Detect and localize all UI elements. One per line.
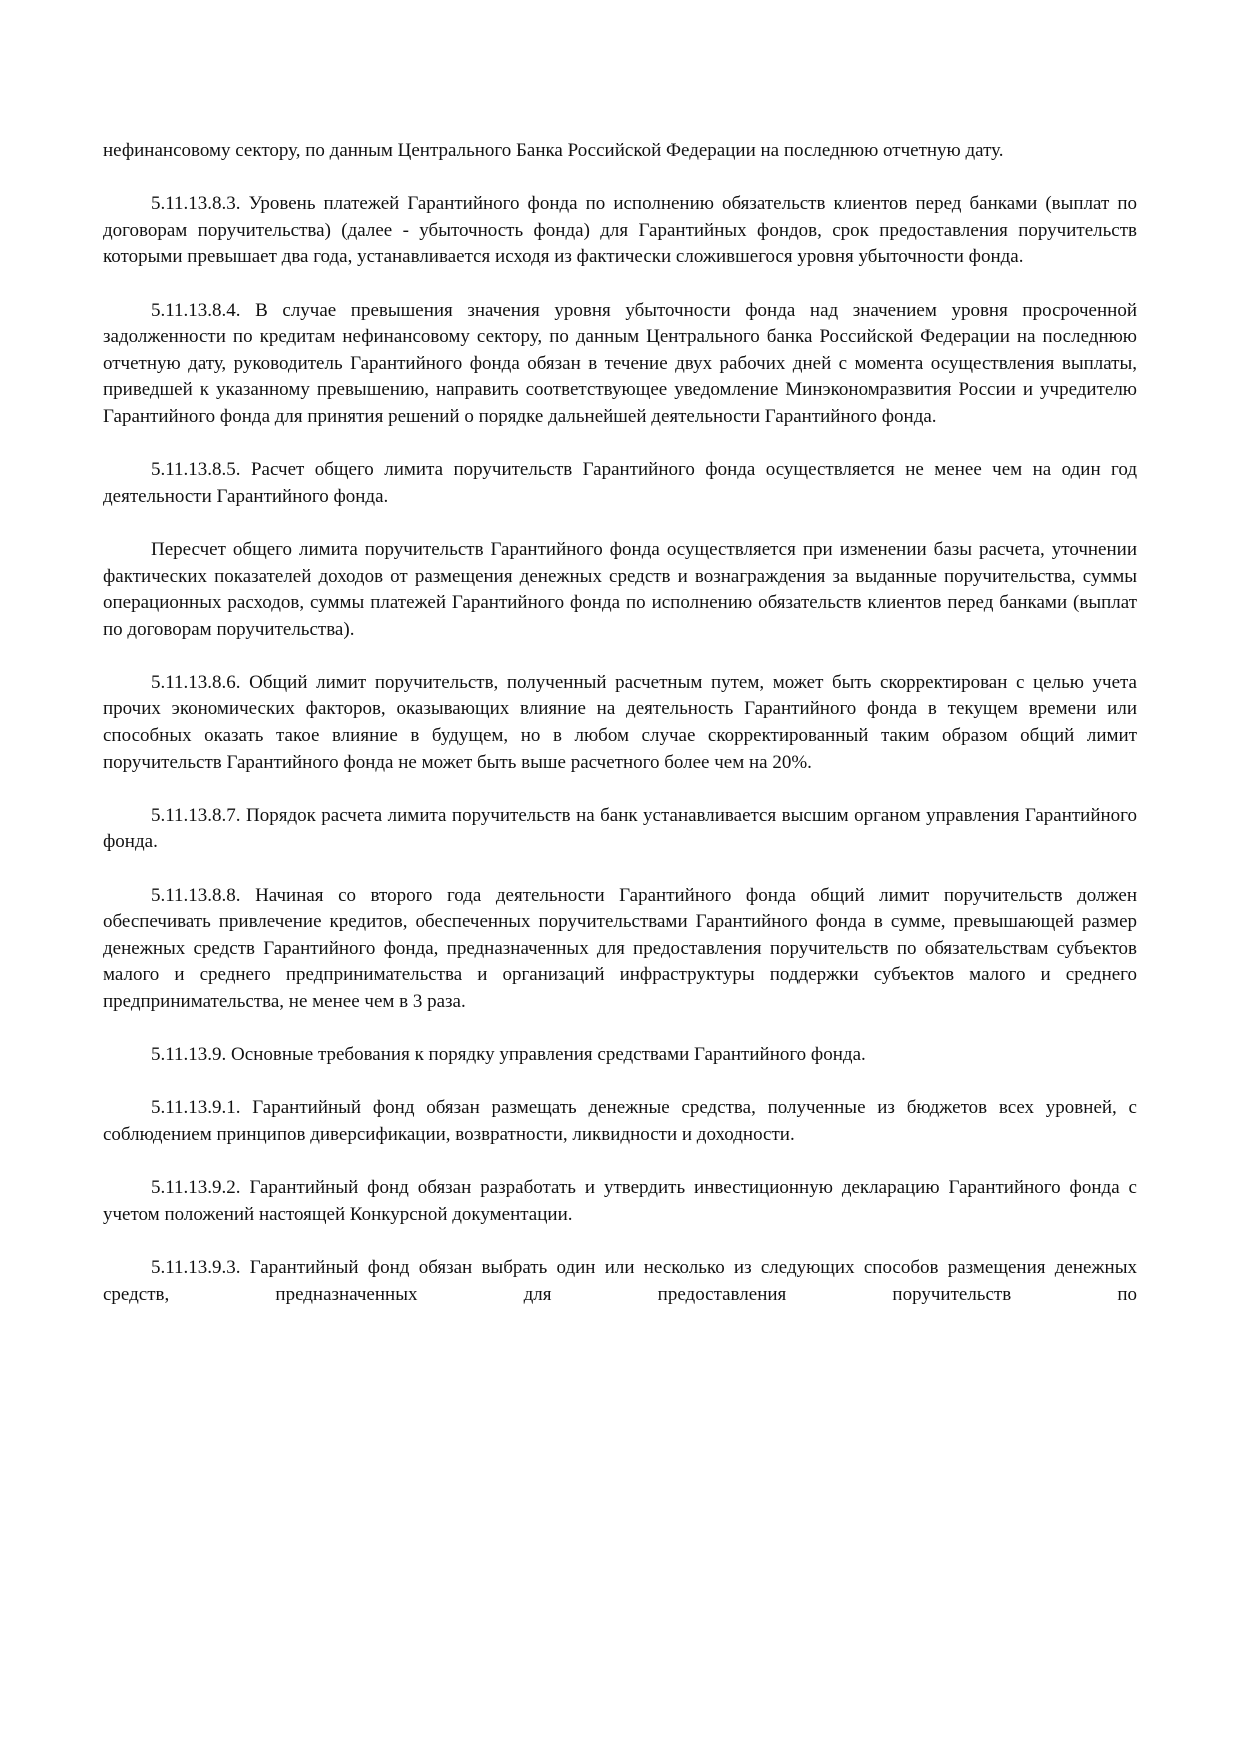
paragraph: 5.11.13.8.6. Общий лимит поручительств, полученный расчетным путем, может быть скорректирован с целью учета прочих экономических факторов, оказывающих влияние на деятельность Гарантийного фонда в текущем времени или способных оказать такое влияние в будущем, но в любом случае скорректированный таким образом общий лимит поручительств Гарантийного фонда не может быть выше расчетного более чем на 20%.: [103, 671, 1137, 773]
paragraph: 5.11.13.8.7. Порядок расчета лимита поручительств на банк устанавливается высшим органом управления Гарантийного фонда.: [103, 804, 1137, 853]
paragraph: 5.11.13.8.5. Расчет общего лимита поручительств Гарантийного фонда осуществляется не менее чем на один год деятельности Гарантийного фонда.: [103, 459, 1137, 507]
paragraph: 5.11.13.9.3. Гарантийный фонд обязан выбрать один или несколько из следующих способов размещения денежных средств, предназначенных для предоставления поручительств по: [103, 1256, 1137, 1305]
paragraph: 5.11.13.8.8. Начиная со второго года деятельности Гарантийного фонда общий лимит поручительств должен обеспечивать привлечение кредитов, обеспеченных поручительствами Гарантийного фонда в сумме, превышающей размер денежных средств Гарантийного фонда, предназначенных для предоставления поручительств по обязательствам субъектов малого и среднего предпринимательства и организаций инфраструктуры поддержки субъектов малого и среднего предпринимательства, не менее чем в 3 раза.: [103, 884, 1137, 1012]
paragraph: 5.11.13.9. Основные требования к порядку управления средствами Гарантийного фонда.: [151, 1044, 866, 1066]
paragraph: 5.11.13.8.3. Уровень платежей Гарантийного фонда по исполнению обязательств клиентов перед банками (выплат по договорам поручительства) (далее - убыточность фонда) для Гарантийных фондов, срок предоставления поручительств которыми превышает два года, устанавливается исходя из фактически сложившегося уровня убыточности фонда.: [103, 193, 1137, 268]
paragraph: 5.11.13.9.1. Гарантийный фонд обязан размещать денежные средства, полученные из бюджетов всех уровней, с соблюдением принципов диверсификации, возвратности, ликвидности и доходности.: [103, 1097, 1137, 1145]
paragraph: Пересчет общего лимита поручительств Гарантийного фонда осуществляется при изменении базы расчета, уточнении фактических показателей доходов от размещения денежных средств и вознаграждения за выданные поручительства, суммы операционных расходов, суммы платежей Гарантийного фонда по исполнению обязательств клиентов перед банками (выплат по договорам поручительства).: [103, 538, 1137, 640]
paragraph: 5.11.13.9.2. Гарантийный фонд обязан разработать и утвердить инвестиционную декларацию Гарантийного фонда с учетом положений настоящей Конкурсной документации.: [103, 1177, 1137, 1225]
paragraph: нефинансовому сектору, по данным Центрального Банка Российской Федерации на последнюю отчетную дату.: [103, 140, 1004, 161]
paragraph: 5.11.13.8.4. В случае превышения значения уровня убыточности фонда над значением уровня просроченной задолженности по кредитам нефинансовому сектору, по данным Центрального банка Российской Федерации на последнюю отчетную дату, руководитель Гарантийного фонда обязан в течение двух рабочих дней с момента осуществления выплаты, приведшей к указанному превышению, направить соответствующее уведомление Минэкономразвития России и учредителю Гарантийного фонда для принятия решений о порядке дальнейшей деятельности Гарантийного фонда.: [103, 299, 1137, 427]
